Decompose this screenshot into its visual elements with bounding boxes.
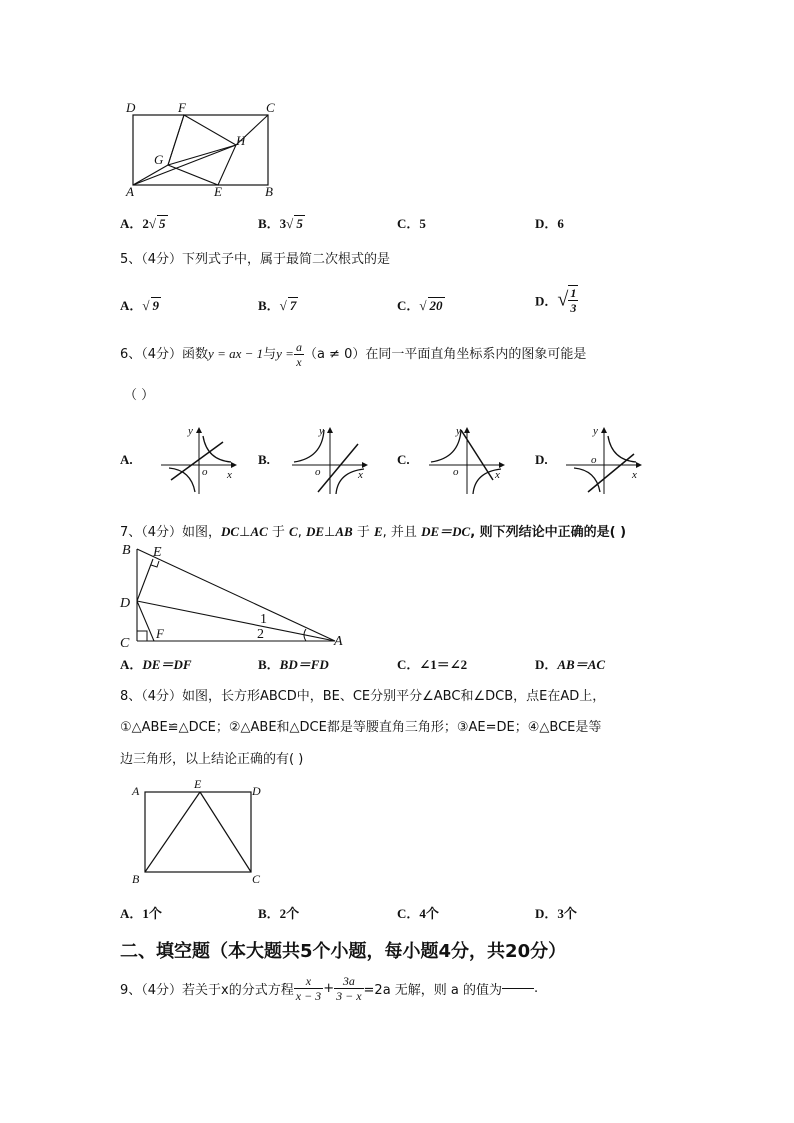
q4-option-a[interactable]: A．2√ 5 [120,216,166,231]
q9-answer-blank[interactable] [502,988,534,989]
q8-option-d[interactable]: D．3个 [535,906,577,921]
q7-option-d[interactable]: D．AB＝AC [535,657,606,672]
q6-option-b-label[interactable]: B. [258,452,270,467]
svg-text:D: D [120,596,131,611]
svg-text:x: x [632,469,637,481]
svg-text:C: C [252,872,261,886]
svg-text:A: A [334,634,343,649]
svg-text:o: o [202,466,208,478]
q4-label-d: D [126,100,136,115]
q4-label-h: H [236,133,246,148]
q5-option-a[interactable]: A．√ 9 [120,298,160,313]
q8-option-b[interactable]: B．2个 [258,906,300,921]
svg-text:o: o [315,466,321,478]
q5-option-d[interactable]: D．√ $\frac{1}{3}$ [535,286,577,315]
q8-figure [128,775,268,889]
svg-text:y: y [593,425,598,437]
svg-text:E: E [153,545,162,560]
q8-stem-line1: 8、（4分）如图，长方形ABCD中，BE、CE分别平分∠ABC和∠DCB，点E在AD上， [120,689,606,704]
svg-text:D: D [252,784,261,798]
svg-text:1: 1 [260,612,267,627]
q6-option-a-label[interactable]: A. [120,452,133,467]
svg-text:o: o [453,466,459,478]
svg-text:B: B [132,872,140,886]
section-title-fill-in: 二、填空题（本大题共5个小题，每小题4分，共20分） [120,941,567,962]
q9-stem: 9、（4分）若关于x的分式方程 $\frac{x}{x - 3}$ + $\frac{3a}{3 - x}$ =2a 无解，则 a 的值为 . [120,974,539,1003]
q6-graph-a[interactable] [157,422,242,502]
svg-text:y: y [319,425,324,437]
q4-square [168,115,236,185]
q4-figure [118,96,288,204]
q4-option-c[interactable]: C．5 [397,216,426,231]
svg-text:E: E [194,777,202,791]
q4-option-b[interactable]: B．3√ 5 [258,216,303,231]
svg-text:y: y [188,425,193,437]
q6-graph-b[interactable] [288,422,373,502]
q4-label-c: C [266,100,275,115]
q4-label-e: E [214,184,222,199]
q6-graph-d[interactable] [562,422,647,502]
q4-rectangle [133,115,268,185]
q5-option-b[interactable]: B．√ 7 [258,298,297,313]
q8-stem-line3: 边三角形，以上结论正确的有( ) [120,752,304,767]
q8-stem-line2: ①△ABE≌△DCE；②△ABE和△DCE都是等腰直角三角形；③AE=DE；④△BCE是等 [120,720,602,735]
q6-stem: 6、（4分）函数y = ax − 1与y = $\frac{a}{x}$ （a ≠ 0）在同一平面直角坐标系内的图象可能是 [120,340,587,369]
q5-option-c[interactable]: C．√ 20 [397,298,443,313]
q6-graph-c[interactable] [425,422,510,502]
q5-stem: 5、（4分）下列式子中，属于最简二次根式的是 [120,252,391,267]
q6-option-c-label[interactable]: C. [397,452,410,467]
q7-option-b[interactable]: B．BD＝FD [258,657,329,672]
q4-label-b: B [265,184,273,199]
q8-option-c[interactable]: C．4个 [397,906,439,921]
svg-text:x: x [495,469,500,481]
q4-label-g: G [154,152,164,167]
svg-text:x: x [358,469,363,481]
q7-option-a[interactable]: A．DE＝DF [120,657,192,672]
svg-text:A: A [132,784,140,798]
q6-answer-paren: （ ） [124,388,155,403]
svg-text:F: F [156,626,164,641]
q7-figure [116,538,352,650]
svg-text:B: B [122,543,131,558]
q7-stem: 7、（4分）如图，DC⊥AC 于 C, DE⊥AB 于 E, 并且 DE＝DC, 则下列结论中正确的是( ) [120,524,627,540]
q6-option-d-label[interactable]: D. [535,452,548,467]
svg-text:o: o [591,454,597,466]
svg-text:y: y [456,425,461,437]
svg-text:C: C [120,636,130,650]
svg-text:2: 2 [257,627,264,642]
q8-option-a[interactable]: A．1个 [120,906,162,921]
q7-option-c[interactable]: C．∠1＝∠2 [397,657,468,672]
svg-text:x: x [227,469,232,481]
q4-option-d[interactable]: D．6 [535,216,564,231]
q4-label-f: F [178,100,186,115]
q4-label-a: A [126,184,134,199]
